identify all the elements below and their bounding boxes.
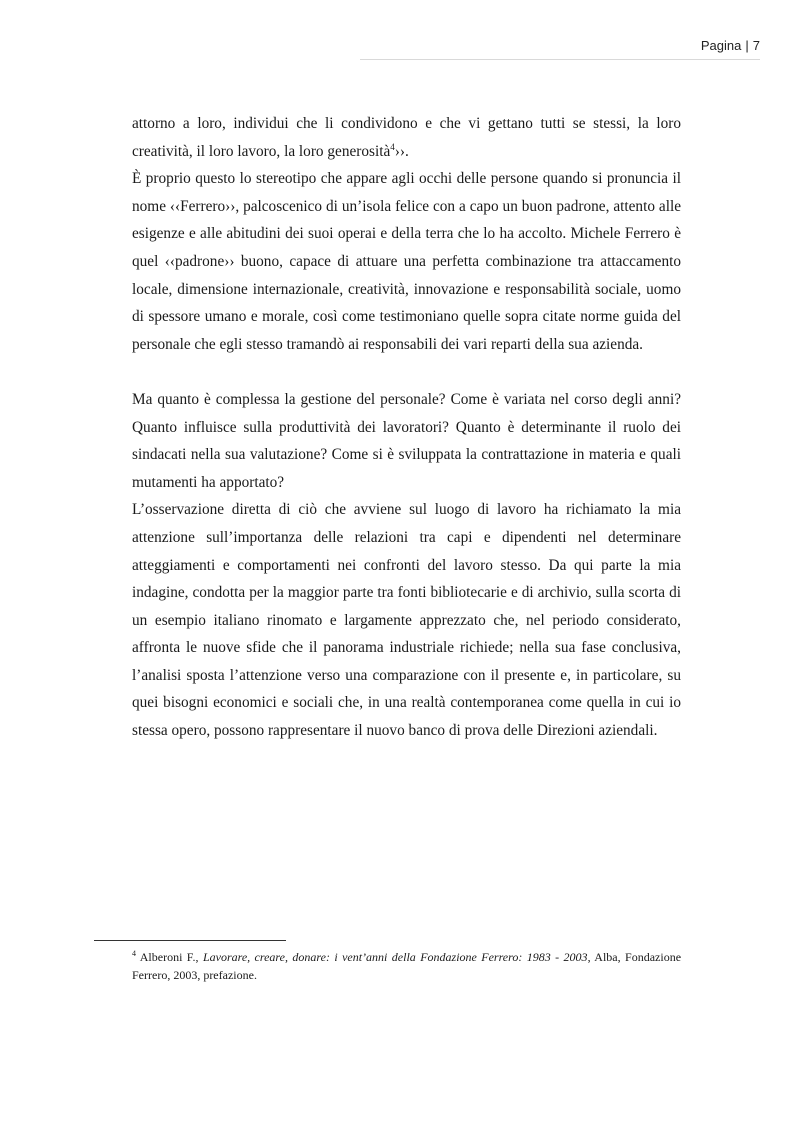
footnote-number: 4 [132,949,136,958]
paragraph-1-end: ››. [394,142,409,160]
header-separator: | [745,38,749,53]
body-text [132,110,681,745]
paragraph-3: Ma quanto è complessa la gestione del personale? Come è variata nel corso degli anni? Quanto influisce sulla produttività dei lavoratori? Quanto è determinante il ruolo dei sindacati nella sua valutazione? Come si è sviluppata la contrattazione in materia e quali mutamenti ha apportato? [132,390,681,491]
paragraph-4: L’osservazione diretta di ciò che avviene sul luogo di lavoro ha richiamato la mia attenzione sull’importanza delle relazioni tra capi e dipendenti nel determinare atteggiamenti e comportamenti nei confronti del lavoro stesso. Da qui parte la mia indagine, condotta per la maggior parte tra fonti bibliotecarie e di archivio, sulla scorta di un esempio italiano rinomato e largamente apprezzato che, nel periodo considerato, affronta le nuove sfide che il panorama industriale richiede; nella sua fase conclusiva, l’analisi sposta l’attenzione verso una comparazione con il presente e, in particolare, su quei bisogni economici e sociali che, in una realtà contemporanea come quella in cui io stessa opero, possono rappresentare il nuovo banco di prova delle Direzioni aziendali. [132,501,681,740]
page-header [360,38,760,60]
footnote [132,948,681,984]
footnote-author: Alberoni F., [139,950,199,964]
footnote-reference: 4 [390,141,395,152]
page-number: 7 [752,38,760,53]
paragraph-2: È proprio questo lo stereotipo che appare agli occhi delle persone quando si pronuncia il nome ‹‹Ferrero››, palcoscenico di un’isola felice con a capo un buon padrone, attento alle esigenze e alle abitudini dei suoi operai e della terra che lo ha accolto. Michele Ferrero è quel ‹‹padrone›› buono, capace di attuare una perfetta combinazione tra attaccamento locale, dimensione internazionale, creatività, innovazione e responsabilità sociale, uomo di spessore umano e morale, così come testimoniano quelle sopra citate norme guida del personale che egli stesso tramandò ai responsabili dei vari reparti della sua azienda. [132,170,681,353]
footnote-divider [94,940,286,941]
footnote-title: Lavorare, creare, donare: i vent’anni della Fondazione Ferrero: 1983 - 2003 [202,950,588,964]
paragraph-1 [132,110,681,165]
paragraph-gap [132,358,681,386]
paragraph-1-text: attorno a loro, individui che li condividono e che vi gettano tutti se stessi, la loro creatività, il loro lavoro, la loro generosità [132,115,681,160]
page-label: Pagina [700,38,742,53]
footnote-rest: , Alba, Fondazione Ferrero, 2003, prefazione. [132,950,682,982]
